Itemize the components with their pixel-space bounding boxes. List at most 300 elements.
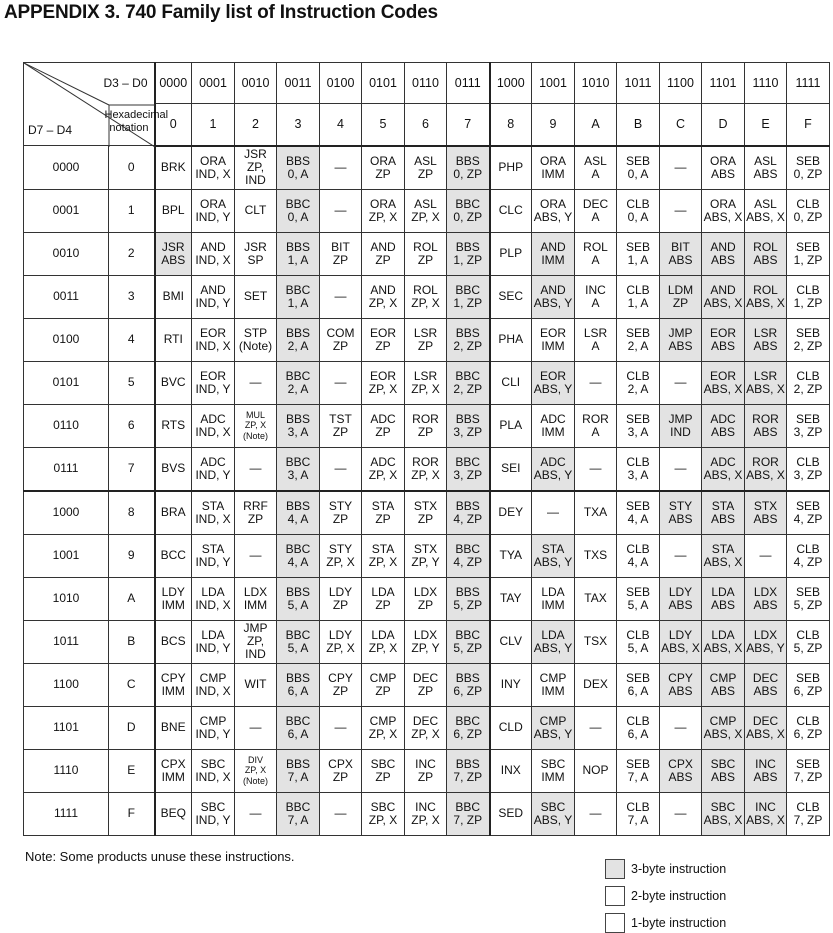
mnemonic: EOR [369,368,396,383]
addressing-mode: 5, A [627,597,649,612]
instruction-cell [277,749,320,792]
table-row [24,404,830,447]
mnemonic: — [334,203,347,217]
instruction-cell [660,447,702,491]
mnemonic: CLB [626,454,650,469]
instruction-cell [745,491,787,535]
mnemonic: RTI [163,332,183,346]
instruction-cell [787,447,830,491]
page-title: APPENDIX 3. 740 Family list of Instruction Codes [4,2,438,23]
addressing-mode: 7, A [627,812,649,827]
addressing-mode: 0, A [287,166,309,181]
instruction-cell [787,706,830,749]
instruction-cell [745,534,787,577]
addressing-mode: ABS [668,769,693,784]
mnemonic: — [334,806,347,820]
mnemonic: CLB [796,799,820,814]
row-header-hex: 2 [109,232,155,275]
instruction-cell [320,318,362,361]
mnemonic: BBS [285,498,310,513]
addressing-mode: ZP, X [244,765,267,776]
cell-note: (Note) [242,775,268,786]
instruction-cell [660,706,702,749]
mnemonic: — [334,160,347,174]
mnemonic: JSR [161,239,185,254]
column-header-hex: 7 [447,104,490,146]
column-header-binary: 0101 [362,63,405,104]
addressing-mode: 2, A [627,338,649,353]
instruction-cell [702,706,745,749]
mnemonic: CMP [369,670,397,685]
table-row [24,189,830,232]
addressing-mode: A [591,338,600,353]
mnemonic: STA [541,541,565,556]
row-header-hex: 7 [109,447,155,491]
instruction-cell [575,275,617,318]
mnemonic: RRF [243,498,268,513]
mnemonic: BIT [331,239,350,254]
addressing-mode: 0, ZP [453,166,483,181]
mnemonic: CLB [796,196,820,211]
mnemonic: TSX [583,634,608,648]
instruction-cell [447,318,490,361]
mnemonic: ORA [539,153,566,168]
row-header-binary: 0001 [24,189,109,232]
instruction-cell [787,361,830,404]
instruction-cell [575,146,617,190]
mnemonic: BCC [160,548,186,562]
addressing-mode: 5, ZP [793,597,823,612]
legend-swatch [605,913,625,933]
mnemonic: STX [753,498,778,513]
instruction-cell [155,663,192,706]
instruction-cell [405,749,447,792]
mnemonic: TST [329,411,352,426]
addressing-mode: IMM [541,424,565,439]
column-header-hex: B [617,104,660,146]
mnemonic: — [334,289,347,303]
mnemonic: ORA [199,196,226,211]
instruction-cell [532,749,575,792]
footnote: Note: Some products unuse these instructions. [25,849,295,864]
mnemonic: AND [540,239,566,254]
mnemonic: STA [371,541,395,556]
instruction-cell [447,447,490,491]
mnemonic: SEB [625,153,650,168]
mnemonic: INC [415,799,436,814]
mnemonic: ASL [754,153,777,168]
instruction-cell [235,491,277,535]
instruction-cell [702,146,745,190]
instruction-cell [405,706,447,749]
addressing-mode: ABS [753,166,778,181]
instruction-cell [787,620,830,663]
instruction-cell [617,491,660,535]
mnemonic: CLC [498,203,523,217]
mnemonic: DEY [498,505,524,519]
mnemonic: LDX [753,584,778,599]
instruction-cell [702,318,745,361]
table-corner-header [24,63,169,146]
instruction-cell [702,491,745,535]
instruction-cell [490,232,532,275]
mnemonic: NOP [582,763,609,777]
row-header-hex: 5 [109,361,155,404]
addressing-mode: ABS, X [703,640,743,655]
mnemonic: ADC [200,454,226,469]
hexadecimal-notation-label: Hexadecimal notation [104,109,169,134]
mnemonic: CLB [796,454,820,469]
mnemonic: CMP [369,713,397,728]
addressing-mode: ZP [417,252,434,267]
addressing-mode: 6, ZP [793,683,823,698]
addressing-mode: 3, A [287,424,309,439]
mnemonic: BBC [455,799,481,814]
instruction-cell [277,663,320,706]
mnemonic: STA [711,498,735,513]
mnemonic: BBS [455,756,480,771]
addressing-mode: ZP, X [368,381,398,396]
instruction-cell [362,232,405,275]
table-row [24,275,830,318]
instruction-cell [702,534,745,577]
instruction-cell [277,146,320,190]
mnemonic: BPL [161,203,185,217]
table-row [24,146,830,190]
addressing-mode: ABS [668,683,693,698]
instruction-cell [660,534,702,577]
mnemonic: BBC [455,196,481,211]
mnemonic: — [334,461,347,475]
mnemonic: CMP [199,713,227,728]
instruction-cell [320,706,362,749]
addressing-mode: IND, X [195,424,231,439]
legend-label: 1-byte instruction [631,916,727,930]
addressing-mode: 5, ZP [453,640,483,655]
addressing-mode: ABS [161,252,186,267]
row-header-hex: 8 [109,491,155,535]
mnemonic: — [249,548,262,562]
addressing-mode: 2, ZP [793,381,823,396]
addressing-mode: ZP [375,683,391,698]
addressing-mode: ABS [753,252,778,267]
instruction-cell [192,749,235,792]
mnemonic: BBS [455,498,480,513]
mnemonic: — [334,375,347,389]
addressing-mode: ABS, Y [533,640,573,655]
instruction-cell [702,792,745,835]
instruction-cell [362,749,405,792]
instruction-cell [617,663,660,706]
table-row [24,577,830,620]
instruction-cell [192,275,235,318]
mnemonic: ADC [370,411,396,426]
instruction-cell [235,361,277,404]
instruction-cell [447,189,490,232]
mnemonic: AND [710,282,736,297]
mnemonic: ROR [412,411,439,426]
mnemonic: BVS [161,461,186,475]
mnemonic: DIV [247,754,263,765]
addressing-mode: IMM [541,683,565,698]
instruction-cell [532,620,575,663]
instruction-cell [405,663,447,706]
addressing-mode: IND, Y [195,467,231,482]
instruction-cell [320,361,362,404]
addressing-mode: 3, A [287,467,309,482]
instruction-cell [660,189,702,232]
addressing-mode: 2, ZP [453,338,483,353]
mnemonic: STA [371,498,395,513]
instruction-cell [235,706,277,749]
instruction-cell [745,792,787,835]
mnemonic: SBC [710,799,736,814]
instruction-cell [617,577,660,620]
mnemonic: ROR [752,454,779,469]
instruction-cell [320,577,362,620]
mnemonic: BBC [285,282,311,297]
instruction-cell [235,620,277,663]
mnemonic: BBC [285,713,311,728]
mnemonic: — [547,505,559,519]
addressing-mode: ABS [710,166,735,181]
addressing-mode: 1, ZP [793,252,823,267]
addressing-mode: ABS, Y [533,467,573,482]
row-header-binary: 0111 [24,447,109,491]
addressing-mode: IND, X [195,683,231,698]
addressing-mode: IND, X [195,166,231,181]
addressing-mode: ZP, X [368,209,398,224]
addressing-mode: ABS [710,511,735,526]
mnemonic: STY [328,498,353,513]
addressing-mode: ZP, X [244,420,267,431]
addressing-mode: ZP [417,338,434,353]
mnemonic: BIT [671,239,690,254]
instruction-cell [617,534,660,577]
addressing-mode: IND, X [195,338,231,353]
mnemonic: LSR [753,368,778,383]
mnemonic: EOR [539,368,566,383]
column-header-binary: 1100 [660,63,702,104]
mnemonic: SEB [795,584,820,599]
column-header-hex: 5 [362,104,405,146]
mnemonic: SBC [540,799,566,814]
mnemonic: STY [668,498,693,513]
addressing-mode: ABS, X [703,209,743,224]
instruction-cell [745,404,787,447]
mnemonic: — [249,720,262,734]
addressing-mode: ABS [710,683,735,698]
instruction-cell [192,189,235,232]
addressing-mode: 6, A [287,726,309,741]
addressing-mode: 1, A [627,295,649,310]
addressing-mode: ABS [753,769,778,784]
instruction-cell [617,275,660,318]
addressing-mode: ABS, X [746,726,785,741]
mnemonic: BBC [455,454,481,469]
instruction-cell [235,232,277,275]
instruction-cell [745,275,787,318]
mnemonic: JMP [668,411,693,426]
row-header-binary: 1000 [24,491,109,535]
instruction-cell [787,491,830,535]
column-header-hex: 1 [192,104,235,146]
addressing-mode: IND [670,424,691,439]
addressing-mode: IMM [541,252,565,267]
mnemonic: ASL [584,153,607,168]
mnemonic: BBC [285,627,311,642]
instruction-cell [490,663,532,706]
instruction-cell [155,706,192,749]
addressing-mode: 5, ZP [793,640,823,655]
instruction-cell [490,447,532,491]
mnemonic: ROR [752,411,779,426]
addressing-mode: 4, A [627,511,649,526]
instruction-cell [660,663,702,706]
instruction-cell [447,534,490,577]
mnemonic: SBC [200,756,226,771]
mnemonic: JSR [244,239,267,254]
instruction-cell [155,534,192,577]
addressing-mode: 7, A [287,812,309,827]
instruction-cell [155,447,192,491]
addressing-mode: 0, ZP [793,166,823,181]
instruction-cell [192,491,235,535]
instruction-code-table [23,62,830,836]
addressing-mode: IND, X [195,511,231,526]
instruction-cell [617,749,660,792]
instruction-cell [192,318,235,361]
instruction-cell [575,318,617,361]
mnemonic: — [674,461,687,475]
instruction-cell [447,146,490,190]
column-header-binary: 0001 [192,63,235,104]
instruction-cell [320,404,362,447]
mnemonic: STA [201,541,225,556]
mnemonic: ADC [540,454,566,469]
column-header-binary: 1000 [490,63,532,104]
mnemonic: STA [201,498,225,513]
legend-label: 3-byte instruction [631,862,727,876]
instruction-cell [362,361,405,404]
addressing-mode: ABS, X [703,554,743,569]
mnemonic: LDX [413,584,438,599]
mnemonic: SEB [795,239,820,254]
addressing-mode: 4, ZP [793,554,823,569]
addressing-mode: SP [247,252,264,267]
mnemonic: BBS [285,411,310,426]
mnemonic: BBS [285,584,310,599]
mnemonic: LDX [753,627,778,642]
instruction-cell [787,275,830,318]
addressing-mode: 3, ZP [453,467,483,482]
addressing-mode: 1, ZP [453,252,483,267]
addressing-mode: 2, A [287,338,309,353]
mnemonic: EOR [369,325,396,340]
instruction-cell [235,749,277,792]
instruction-cell [490,749,532,792]
legend-item-1byte [605,913,726,933]
addressing-mode: ZP, X [411,381,440,396]
instruction-cell [532,318,575,361]
mnemonic: — [589,461,602,475]
addressing-mode: 3, A [627,424,649,439]
addressing-mode: ZP, X [368,726,398,741]
instruction-cell [235,447,277,491]
table-row [24,792,830,835]
mnemonic: CPX [328,756,353,771]
addressing-mode: ZP [417,166,434,181]
instruction-cell [575,749,617,792]
column-header-binary: 1001 [532,63,575,104]
instruction-cell [320,491,362,535]
instruction-cell [532,491,575,535]
addressing-mode: 5, A [287,597,309,612]
instruction-cell [660,146,702,190]
instruction-cell [745,663,787,706]
row-header-binary: 0011 [24,275,109,318]
addressing-mode: ABS, X [746,381,785,396]
instruction-cell [660,792,702,835]
instruction-cell [660,749,702,792]
instruction-cell [155,189,192,232]
addressing-mode: ZP, Y [411,554,440,569]
instruction-cell [532,577,575,620]
addressing-mode: ZP [332,252,349,267]
mnemonic: DEC [412,670,439,685]
mnemonic: LDX [243,584,268,599]
instruction-cell [745,620,787,663]
instruction-cell [617,189,660,232]
mnemonic: PHP [498,160,524,174]
addressing-mode: ZP, X [326,554,355,569]
row-header-hex: B [109,620,155,663]
addressing-mode: ABS, X [746,295,785,310]
mnemonic: ROL [583,239,608,254]
mnemonic: ORA [369,153,396,168]
mnemonic: STP [243,325,268,340]
mnemonic: — [589,720,602,734]
instruction-cell [702,361,745,404]
mnemonic: BBC [455,282,481,297]
mnemonic: LDX [413,627,438,642]
instruction-cell [490,534,532,577]
instruction-cell [702,577,745,620]
addressing-mode: ZP [672,295,689,310]
row-header-hex: F [109,792,155,835]
instruction-cell [532,146,575,190]
table-row [24,447,830,491]
mnemonic: ORA [709,153,736,168]
mnemonic: BRK [160,160,186,174]
mnemonic: LDY [161,584,185,599]
row-header-hex: 9 [109,534,155,577]
mnemonic: CLB [626,627,650,642]
mnemonic: JMP [243,621,268,635]
instruction-cell [787,749,830,792]
addressing-mode: ABS, X [661,640,700,655]
mnemonic: JSR [244,147,267,161]
mnemonic: LDA [541,584,565,599]
row-header-hex: 3 [109,275,155,318]
instruction-cell [405,447,447,491]
mnemonic: ROL [413,239,438,254]
instruction-cell [575,189,617,232]
mnemonic: — [249,375,262,389]
instruction-cell [235,189,277,232]
mnemonic: LDY [328,584,353,599]
mnemonic: EOR [199,325,226,340]
